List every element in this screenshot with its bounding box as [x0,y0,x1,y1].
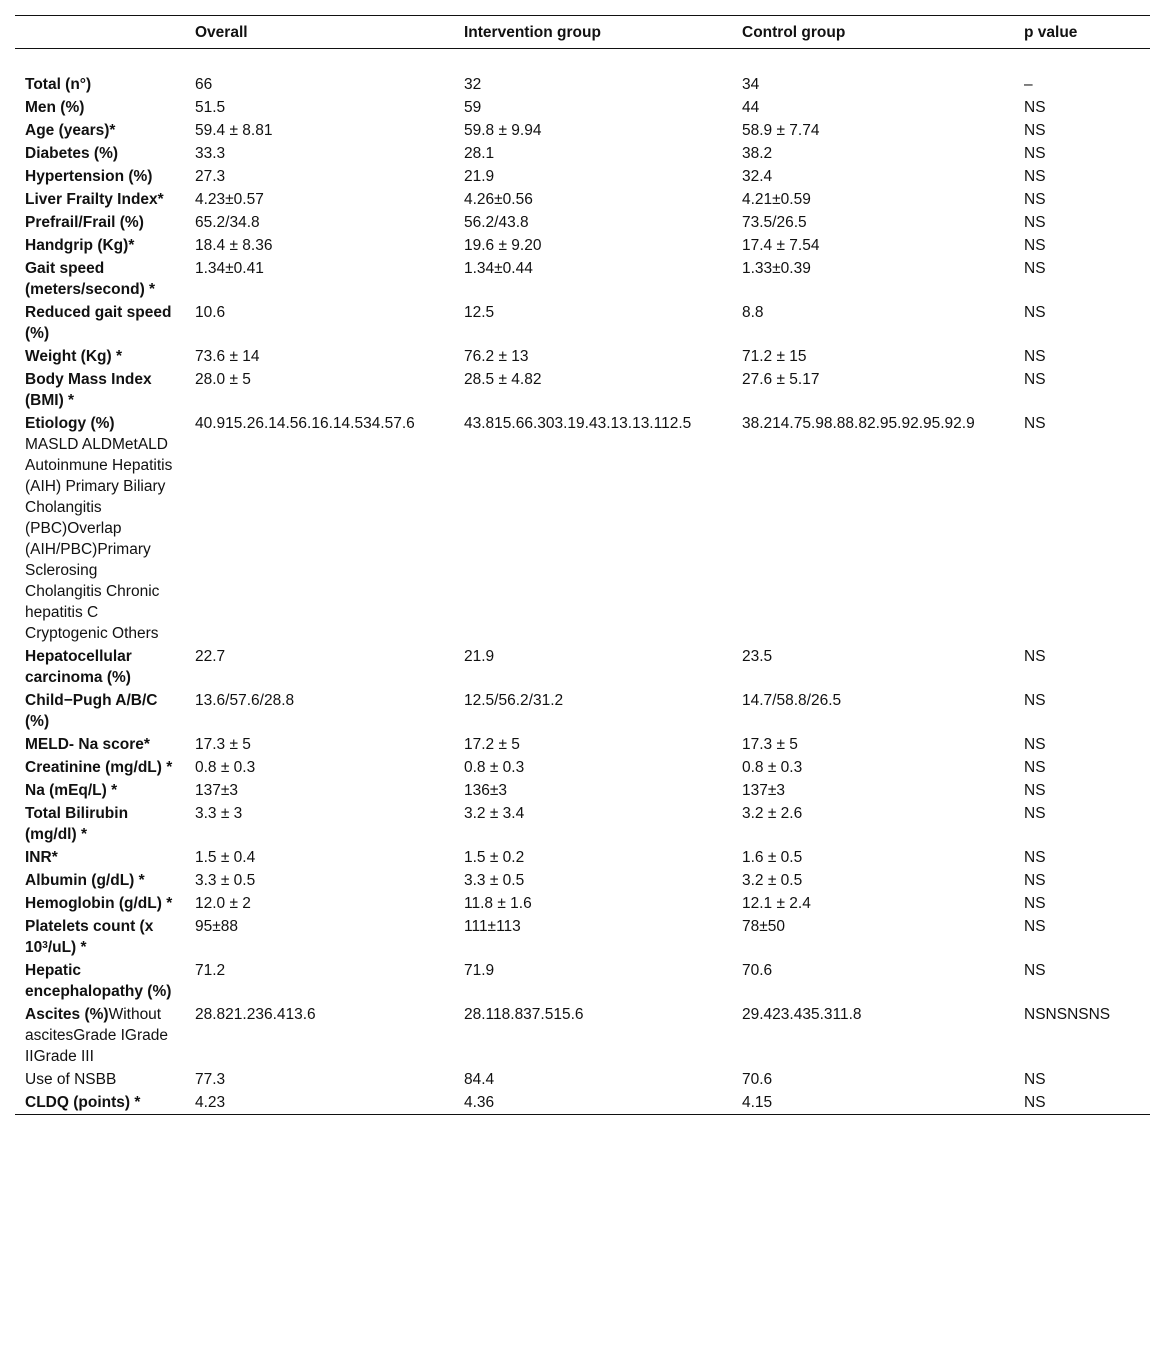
row-label: Men (%) [25,99,85,116]
cell-p: NS [1024,648,1046,665]
cell-overall: 71.2 [195,962,226,979]
table-row [15,257,1150,301]
row-label: Prefrail/Frail (%) [25,214,144,231]
cell-overall: 18.4 ± 8.36 [195,237,273,254]
table-row [15,645,1150,689]
row-label: Gait speed (meters/second) * [25,260,156,298]
cell-overall: 12.0 ± 2 [195,895,251,912]
cell-overall: 4.23 [195,1094,226,1111]
cell-control: 137±3 [742,782,785,799]
table-row [15,234,1150,257]
platelets-label [15,915,185,959]
cell-p: NS [1024,260,1046,277]
table-container [15,15,1150,1115]
header-intervention: Intervention group [464,23,601,41]
cell-overall: 10.6 [195,304,226,321]
ascites-sub-label: Without ascitesGrade IGrade IIGrade III [25,1006,169,1065]
cell-overall: 73.6 ± 14 [195,348,260,365]
table-row [15,96,1150,119]
cell-control: 4.21±0.59 [742,191,811,208]
cell-control: 71.2 ± 15 [742,348,807,365]
table-row [15,73,1150,96]
cell-intervention: 56.2/43.8 [464,214,529,231]
cell-overall: 1.5 ± 0.4 [195,849,256,866]
cell-control: 32.4 [742,168,773,185]
cell-control: 14.7/58.8/26.5 [742,692,842,709]
table-row [15,846,1150,869]
cell-intervention: 19.6 ± 9.20 [464,237,542,254]
cell-intervention: 21.9 [464,168,495,185]
table-row [15,188,1150,211]
row-label: Body Mass Index (BMI) * [25,371,152,409]
table-row [15,119,1150,142]
baseline-characteristics-table [15,15,1150,1115]
cell-control: 8.8 [742,304,764,321]
etiology-sub-label: MASLD ALDMetALD Autoinmune Hepatitis (AIH) Primary Biliary Cholangitis (PBC)Overlap (AIH/PBC)Primary Sclerosing Cholangitis Chronic hepatitis C Cryptogenic Others [25,436,173,642]
spacer-row [15,49,1150,74]
cell-intervention: 0.8 ± 0.3 [464,759,525,776]
cldq-row [15,1091,1150,1115]
cell-p: NS [1024,805,1046,822]
cell-control: 0.8 ± 0.3 [742,759,803,776]
cell-p: – [1024,76,1033,93]
etiology-label: Etiology (%) [25,415,115,432]
cell-p: NS [1024,214,1046,231]
table-row [15,892,1150,915]
cell-control: 44 [742,99,760,116]
cell-control: 78±50 [742,918,785,935]
cell-control: 17.3 ± 5 [742,736,798,753]
cell-p: NS [1024,1094,1046,1111]
cell-intervention: 3.3 ± 0.5 [464,872,525,889]
table-row [15,165,1150,188]
header-overall: Overall [195,23,248,41]
cell-overall: 22.7 [195,648,226,665]
row-label: Hypertension (%) [25,168,153,185]
cell-overall: 40.915.26.14.56.16.14.534.57.6 [195,415,415,432]
cell-control: 38.2 [742,145,773,162]
row-label: Hepatocellular carcinoma (%) [25,648,132,686]
cell-overall: 28.821.236.413.6 [195,1006,316,1023]
table-row [15,689,1150,733]
cell-overall: 59.4 ± 8.81 [195,122,273,139]
cell-overall: 1.34±0.41 [195,260,264,277]
cell-control: 34 [742,76,760,93]
cell-overall: 137±3 [195,782,238,799]
cell-overall: 77.3 [195,1071,226,1088]
row-label: Reduced gait speed (%) [25,304,172,342]
cell-overall: 65.2/34.8 [195,214,260,231]
cell-intervention: 28.1 [464,145,495,162]
cell-intervention: 4.36 [464,1094,495,1111]
cell-control: 58.9 ± 7.74 [742,122,820,139]
cell-p: NS [1024,371,1046,388]
cell-p: NS [1024,782,1046,799]
table-row [15,211,1150,234]
cell-p: NS [1024,962,1046,979]
cell-overall: 95±88 [195,918,238,935]
row-label: Age (years)* [25,122,116,139]
row-label: Hemoglobin (g/dL) * [25,895,173,912]
cell-overall: 66 [195,76,213,93]
row-label: Creatinine (mg/dL) * [25,759,173,776]
platelets-label-sup: 3 [42,940,48,951]
cell-control: 17.4 ± 7.54 [742,237,820,254]
platelets-label-pre: Platelets count (x 10 [25,918,154,956]
cell-intervention: 11.8 ± 1.6 [464,895,532,912]
cell-control: 73.5/26.5 [742,214,807,231]
row-label: Na (mEq/L) * [25,782,118,799]
table-row [15,756,1150,779]
cell-control: 29.423.435.311.8 [742,1006,862,1023]
cell-overall: 3.3 ± 3 [195,805,243,822]
cell-p: NSNSNSNS [1024,1006,1111,1023]
encephalopathy-row [15,959,1150,1003]
cell-intervention: 12.5/56.2/31.2 [464,692,564,709]
cell-intervention: 84.4 [464,1071,495,1088]
table-row [15,779,1150,802]
row-label: Hepatic encephalopathy (%) [25,962,172,1000]
cell-intervention: 4.26±0.56 [464,191,533,208]
cell-intervention: 12.5 [464,304,495,321]
row-label: Weight (Kg) * [25,348,123,365]
cell-intervention: 71.9 [464,962,495,979]
cell-p: NS [1024,145,1046,162]
cell-overall: 4.23±0.57 [195,191,264,208]
cell-p: NS [1024,692,1046,709]
etiology-label-cell [15,412,185,645]
cell-control: 1.33±0.39 [742,260,811,277]
header-empty [15,16,185,49]
row-label: Liver Frailty Index* [25,191,164,208]
cell-intervention: 43.815.66.303.19.43.13.13.112.5 [464,415,692,432]
cell-control: 1.6 ± 0.5 [742,849,803,866]
cell-p: NS [1024,415,1046,432]
cell-overall: 33.3 [195,145,226,162]
cell-overall: 0.8 ± 0.3 [195,759,256,776]
cell-p: NS [1024,168,1046,185]
cell-p: NS [1024,191,1046,208]
nsbb-row [15,1068,1150,1091]
etiology-row [15,412,1150,645]
ascites-row [15,1003,1150,1068]
cell-p: NS [1024,895,1046,912]
cell-p: NS [1024,122,1046,139]
row-label: Total Bilirubin (mg/dl) * [25,805,129,843]
cell-intervention: 32 [464,76,482,93]
cell-control: 70.6 [742,962,773,979]
cell-intervention: 111±113 [464,918,521,935]
cell-intervention: 1.5 ± 0.2 [464,849,525,866]
row-label: Use of NSBB [25,1071,117,1088]
cell-control: 27.6 ± 5.17 [742,371,820,388]
cell-overall: 28.0 ± 5 [195,371,251,388]
cell-intervention: 3.2 ± 3.4 [464,805,525,822]
cell-control: 3.2 ± 0.5 [742,872,803,889]
cell-intervention: 59.8 ± 9.94 [464,122,542,139]
cell-intervention: 76.2 ± 13 [464,348,529,365]
row-label: Total (n°) [25,76,92,93]
cell-p: NS [1024,918,1046,935]
cell-control: 3.2 ± 2.6 [742,805,803,822]
cell-intervention: 28.118.837.515.6 [464,1006,584,1023]
cell-overall: 17.3 ± 5 [195,736,251,753]
table-row [15,733,1150,756]
header-p-value: p value [1024,23,1078,41]
cell-p: NS [1024,1071,1046,1088]
table-row [15,869,1150,892]
cell-intervention: 28.5 ± 4.82 [464,371,542,388]
cell-intervention: 59 [464,99,482,116]
cell-p: NS [1024,872,1046,889]
row-label: INR* [25,849,58,866]
cell-control: 23.5 [742,648,773,665]
cell-overall: 3.3 ± 0.5 [195,872,256,889]
cell-p: NS [1024,99,1046,116]
cell-p: NS [1024,759,1046,776]
row-label: Handgrip (Kg)* [25,237,135,254]
header-row [15,16,1150,49]
cell-control: 70.6 [742,1071,773,1088]
table-row [15,142,1150,165]
cell-overall: 27.3 [195,168,226,185]
cell-overall: 51.5 [195,99,226,116]
ascites-label-cell [15,1003,185,1068]
cell-p: NS [1024,348,1046,365]
cell-p: NS [1024,237,1046,254]
row-label: CLDQ (points) * [25,1094,141,1111]
cell-intervention: 21.9 [464,648,495,665]
cell-intervention: 136±3 [464,782,507,799]
row-label: Diabetes (%) [25,145,119,162]
ascites-label: Ascites (%) [25,1006,109,1023]
cell-control: 4.15 [742,1094,773,1111]
cell-control: 12.1 ± 2.4 [742,895,811,912]
cell-intervention: 17.2 ± 5 [464,736,520,753]
row-label: MELD- Na score* [25,736,150,753]
header-control: Control group [742,23,846,41]
cell-p: NS [1024,736,1046,753]
row-label: Albumin (g/dL) * [25,872,145,889]
table-row [15,345,1150,368]
cell-p: NS [1024,304,1046,321]
row-label: Child−Pugh A/B/C (%) [25,692,158,730]
platelets-label-post: /uL) * [47,939,87,956]
cell-control: 38.214.75.98.88.82.95.92.95.92.9 [742,415,975,432]
cell-overall: 13.6/57.6/28.8 [195,692,295,709]
platelets-row [15,915,1150,959]
table-row [15,802,1150,846]
table-row [15,301,1150,345]
table-row [15,368,1150,412]
cell-p: NS [1024,849,1046,866]
cell-intervention: 1.34±0.44 [464,260,533,277]
